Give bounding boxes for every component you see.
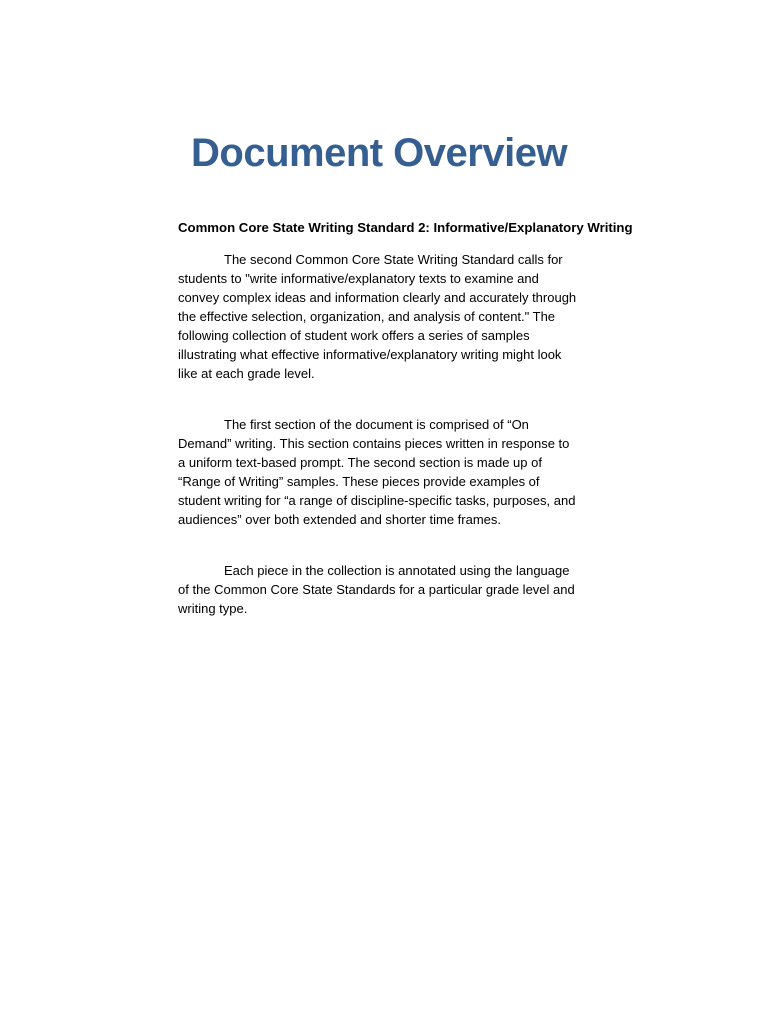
annotation-paragraph: Each piece in the collection is annotated using the language of the Common Core State Standards for a particular grade level and writing type.: [178, 563, 575, 616]
intro-paragraph: The second Common Core State Writing Standard calls for students to "write informative/explanatory texts to examine and convey complex ideas and information clearly and accurately through the effective selection, organization, and analysis of content." The following collection of student work offers a series of samples illustrating what effective informative/explanatory writing might look like at each grade level.: [178, 252, 577, 381]
section-heading: Common Core State Writing Standard 2: Informative/Explanatory Writing: [178, 220, 633, 235]
sections-paragraph: The first section of the document is comprised of “On Demand” writing. This section contains pieces written in response to a uniform text-based prompt. The second section is made up of “Range of Writing” samples. These pieces provide examples of student writing for “a range of discipline-specific tasks, purposes, and audiences” over both extended and shorter time frames.: [178, 417, 576, 527]
page-title: Document Overview: [191, 131, 568, 175]
